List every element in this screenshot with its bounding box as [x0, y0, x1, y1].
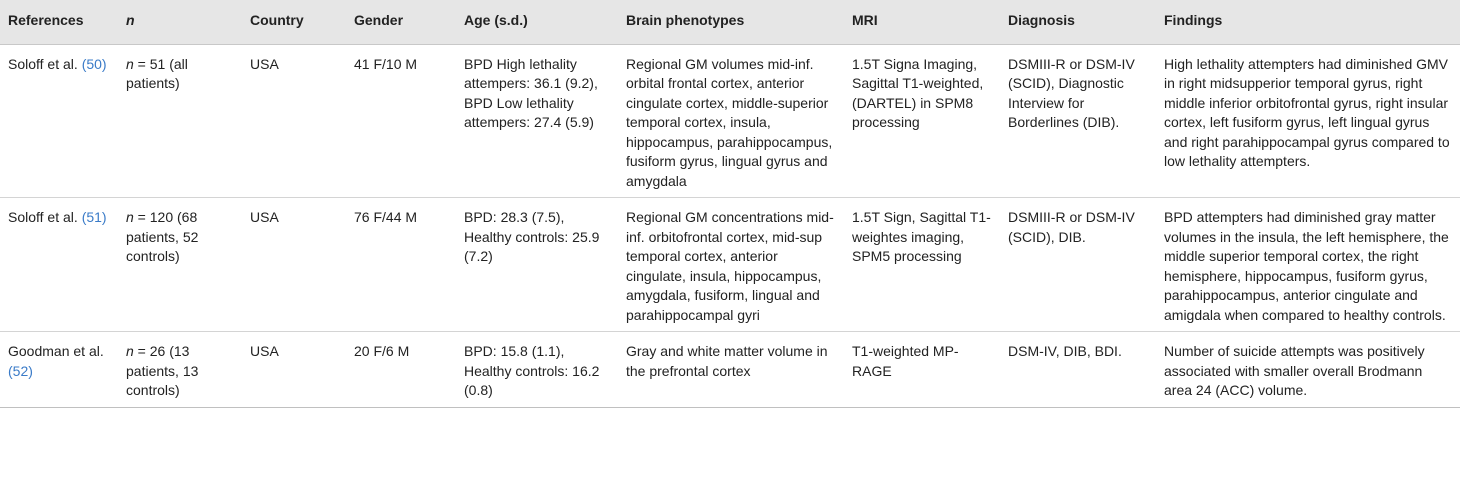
reference-link[interactable]: (50)	[81, 55, 107, 72]
table-row	[0, 332, 1460, 408]
header-diagnosis: Diagnosis	[1000, 0, 1156, 44]
cell-mri: T1-weighted MP-RAGE	[844, 332, 1000, 408]
header-gender: Gender	[346, 0, 456, 44]
table-row	[0, 198, 1460, 332]
reference-link[interactable]: (51)	[81, 209, 107, 225]
cell-country: USA	[242, 198, 346, 332]
cell-age: BPD High lethality attempers: 36.1 (9.2), BPD Low lethality attempers: 27.4 (5.9)	[456, 44, 618, 198]
cell-brain-phenotypes: Gray and white matter volume in the prefrontal cortex	[618, 332, 844, 408]
reference-link[interactable]: (52)	[8, 362, 33, 379]
header-row	[0, 0, 1460, 44]
cell-reference	[0, 198, 118, 332]
cell-gender: 20 F/6 M	[346, 332, 456, 408]
cell-diagnosis: DSM-IV, DIB, BDI.	[1000, 332, 1156, 408]
n-value: = 51 (all patients)	[126, 55, 188, 91]
cell-brain-phenotypes: Regional GM concentrations mid-inf. orbitofrontal cortex, mid-sup temporal cortex, anterior cingulate, insula, hippocampus, amygdala, fusiform, lingual and parahippocampal gyri	[618, 198, 844, 332]
table-row	[0, 44, 1460, 198]
cell-diagnosis: DSMIII-R or DSM-IV (SCID), Diagnostic Interview for Borderlines (DIB).	[1000, 44, 1156, 198]
header-brain-phenotypes: Brain phenotypes	[618, 0, 844, 44]
header-findings: Findings	[1156, 0, 1460, 44]
cell-mri: 1.5T Signa Imaging, Sagittal T1-weighted, (DARTEL) in SPM8 processing	[844, 44, 1000, 198]
header-age: Age (s.d.)	[456, 0, 618, 44]
cell-diagnosis: DSMIII-R or DSM-IV (SCID), DIB.	[1000, 198, 1156, 332]
cell-findings: BPD attempters had diminished gray matter volumes in the insula, the left hemisphere, the middle superior temporal cortex, the right hemisphere, hippocampus, fusiform gyrus, parahippocampus, anterior cingulate and amigdala when compared to healthy controls.	[1156, 198, 1460, 332]
reference-authors: Goodman et al.	[8, 343, 104, 359]
table-body	[0, 44, 1460, 407]
cell-country: USA	[242, 332, 346, 408]
n-symbol: n	[126, 343, 134, 359]
cell-brain-phenotypes: Regional GM volumes mid-inf. orbital frontal cortex, anterior cingulate cortex, middle-superior temporal cortex, insula, hippocampus, parahippocampus, fusiform gyrus, lingual gyrus and amygdala	[618, 44, 844, 198]
cell-findings: Number of suicide attempts was positively associated with smaller overall Brodmann area 24 (ACC) volume.	[1156, 332, 1460, 408]
n-value: = 26 (13 patients, 13 controls)	[126, 343, 199, 398]
reference-authors: Soloff et al.	[8, 55, 78, 72]
cell-findings: High lethality attempters had diminished GMV in right midsupperior temporal gyrus, right middle inferior orbitofrontal gyrus, right insular cortex, left fusiform gyrus, left lingual gyrus and right parahippocampal gyrus compared to low lethality attempters.	[1156, 44, 1460, 198]
cell-age: BPD: 15.8 (1.1), Healthy controls: 16.2 (0.8)	[456, 332, 618, 408]
n-symbol: n	[126, 55, 134, 72]
cell-gender: 76 F/44 M	[346, 198, 456, 332]
cell-age: BPD: 28.3 (7.5), Healthy controls: 25.9 (7.2)	[456, 198, 618, 332]
header-country: Country	[242, 0, 346, 44]
n-value: = 120 (68 patients, 52 controls)	[126, 209, 199, 264]
header-n: n	[118, 0, 242, 44]
cell-country: USA	[242, 44, 346, 198]
n-symbol: n	[126, 209, 134, 225]
header-mri: MRI	[844, 0, 1000, 44]
table-header	[0, 0, 1460, 44]
cell-n	[118, 198, 242, 332]
cell-gender: 41 F/10 M	[346, 44, 456, 198]
cell-reference	[0, 44, 118, 198]
cell-mri: 1.5T Sign, Sagittal T1-weightes imaging, SPM5 processing	[844, 198, 1000, 332]
reference-authors: Soloff et al.	[8, 209, 78, 225]
cell-reference	[0, 332, 118, 408]
cell-n	[118, 332, 242, 408]
cell-n	[118, 44, 242, 198]
header-references: References	[0, 0, 118, 44]
